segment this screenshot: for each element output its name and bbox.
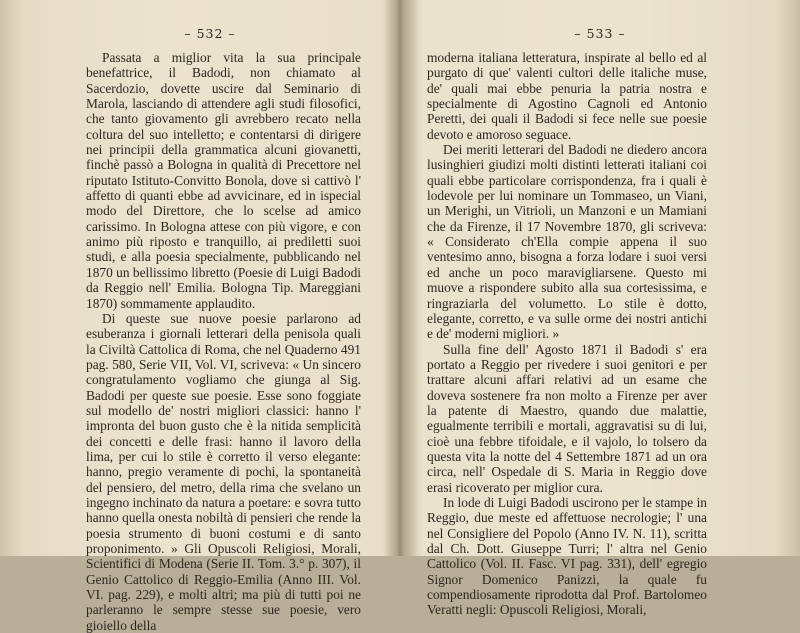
page-number: – 533 –: [574, 26, 626, 41]
paragraph: Sulla fine dell' Agosto 1871 il Badodi s' era portato a Reggio per rivedere i suoi genitori e per trattare alcuni affari relativi ad un esame che doveva sostenere fra non molto a Firenze per aver la patente di Maestro, quando due malattie, egualmente terribili e mortali, aggravatisi su di lui, cioè una febbre tifoidale, e il vajolo, lo tolsero da questa vita la notte del 4 Settembre 1871 ad un ora circa, nell' Ospedale di S. Maria in Reggio dove erasi ricoverato per miglior cura.: [427, 341, 707, 495]
paragraph: In lode di Luigi Badodi uscirono per le stampe in Reggio, due meste ed affettuose necrologie; l' una nel Consigliere del Popolo (Anno IV. N. 11), scritta dal Ch. Dott. Giuseppe Turri; l' altra nel Genio Cattolico (Vol. II. Fasc. VI pag. 331), dell' egregio Signor Domenico Panizzi, la quale fu compendiosamente riprodotta dal Prof. Bartolomeo Veratti negli: Opuscoli Religiosi, Morali,: [427, 494, 707, 618]
paragraph: moderna italiana letteratura, inspirate al bello ed al purgato di que' valenti cultori delle italiche muse, de' quali mai ebbe penuria la patria nostra e specialmente di Agostino Cagnoli ed Antonio Peretti, dei quali il Badodi si fece nelle sue poesie devoto e amoroso seguace.: [427, 50, 707, 142]
paragraph: Passata a miglior vita la sua principale benefattrice, il Badodi, non chiamato al Sacerdozio, dovette uscire dal Seminario di Marola, lasciando di attendere agli studi filosofici, che tanto giovamento gli avrebbero recato nella coltura del suo intelletto; e contentarsi di dirigere nei principii della grammatica alcuni giovanetti, finchè passò a Bologna in qualità di Precettore nel riputato Istituto-Convitto Bonola, dove si cattivò l' affetto di quanti ebbe ad avvicinare, ed in ispecial modo del Direttore, che lo scelse ad amico carissimo. In Bologna attese con più vigore, e con animo più riposto e tranquillo, ai prediletti suoi studi, e alla poesia specialmente, pubblicando nel 1870 un bellissimo libretto (Poesie di Luigi Badodi da Reggio nell' Emilia. Bologna Tip. Mareggiani 1870) sommamente applaudito.: [86, 50, 361, 311]
paragraph: Dei meriti letterari del Badodi ne diedero ancora lusinghieri giudizi molti distinti letterati italiani coi quali ebbe particolare corrispondenza, fra i quali è lodevole per lui nominare un Tommaseo, un Viani, un Merighi, un Vitrioli, un Manzoni e un Mamiani che da Firenze, il 17 Novembre 1870, gli scriveva: « Considerato ch'Ella compie appena il suo ventesimo anno, bisogna a forza lodare i suoi versi ed anche un poco maravigliarsene. Questo mi muove a rispondere subito alla sua cortesissima, e ringraziarla del volumetto. Lo stile è dotto, elegante, corretto, e va sulle orme dei nostri antichi e de' moderni migliori. »: [427, 142, 707, 342]
page-body: [427, 50, 707, 618]
page-number: – 532 –: [184, 26, 236, 41]
right-page: [400, 0, 800, 618]
page-body: [86, 50, 361, 633]
paragraph: Di queste sue nuove poesie parlarono ad esuberanza i giornali letterari della penisola quali la Civiltà Cattolica di Roma, che nel Quaderno 491 pag. 580, Serie VII, Vol. VI, scriveva: « Un sincero congratulamento vogliamo che giunga al Sig. Badodi per queste sue poesie. Esse sono foggiate sul modello de' nostri migliori classici: hanno l' impronta del buon gusto che è la nitida semplicità dei concetti e delle frasi: hanno il lavoro della lima, per cui lo stile è corretto il verso elegante: hanno, pregio veramente di pochi, la spontaneità del pensiero, del metro, della rima che svelano un ingegno inchinato da natura a poetare: e sovra tutto hanno quella onesta nobiltà di pensieri che rende la poesia strumento di buoni costumi e di santo proponimento. » Gli Opuscoli Religiosi, Morali, Scientifici di Modena (Serie II. Tom. 3.° p. 307), il Genio Cattolico di Reggio-Emilia (Anno III. Vol. VI. pag. 229), e molti altri; ma più di tutti poi ne parleranno le sempre stesse sue poesie, vero gioiello della: [86, 310, 361, 633]
